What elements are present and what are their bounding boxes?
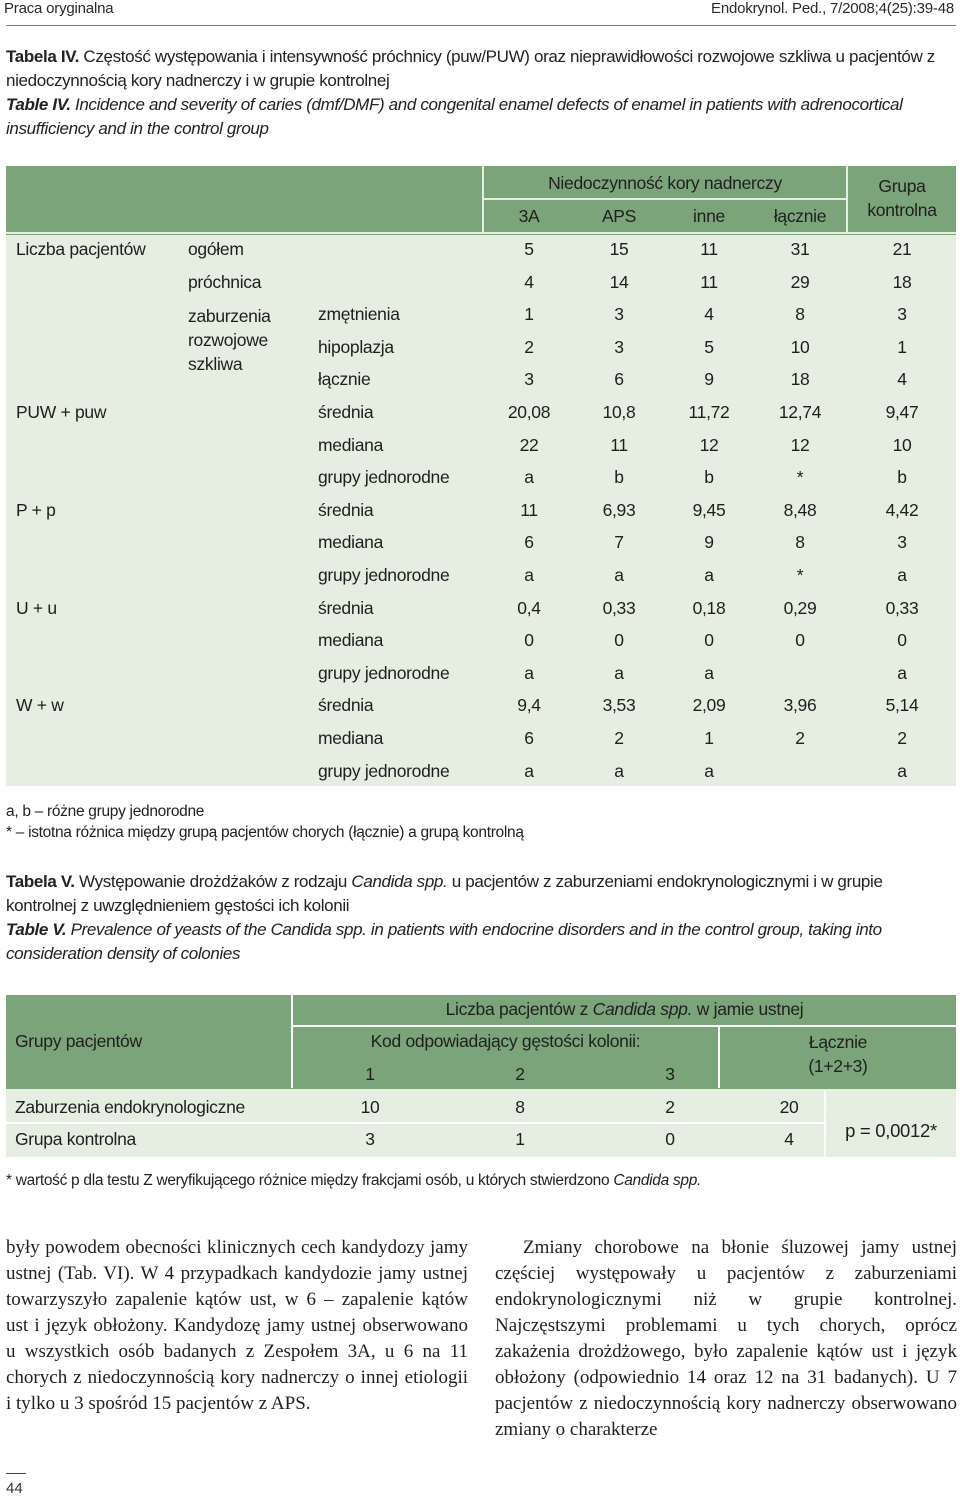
- table4-cell: 10: [892, 434, 912, 455]
- table5-row2-v1: 3: [365, 1129, 375, 1149]
- table4-cell: 0,33: [602, 597, 636, 618]
- table5-p-value: p = 0,0012*: [845, 1120, 937, 1141]
- table4-cell: a: [524, 760, 534, 781]
- table5-kod-header: Kod odpowiadający gęstości kolonii:: [370, 1031, 641, 1051]
- table4-cell: 9: [704, 532, 714, 553]
- table5: [6, 995, 956, 1157]
- table4-cell: *: [796, 467, 804, 488]
- table4-row-sublabel: mediana: [318, 434, 384, 455]
- table4-cell: 5: [524, 239, 534, 259]
- table5-caption: Tabela V. Występowanie drożdżaków z rodzaju Candida spp. u pacjentów z zaburzeniami endokrynologicznymi i w grupie kontrolnej z uwzględnieniem gęstości ich kolonii Table V. Prevalence of yeasts of the Candida spp. in patients with endocrine disorders and in the control group, taking into consideration density of colonies: [6, 872, 883, 963]
- table4-cell: a: [614, 565, 624, 585]
- table4-cell: 18: [892, 271, 912, 292]
- table4-row-sublabel: średnia: [318, 499, 374, 520]
- table4-cell: 11: [520, 499, 538, 520]
- table4-header-blank: [6, 166, 482, 232]
- table4-cell: 10,8: [602, 402, 636, 422]
- table4-cell: 29: [790, 271, 810, 292]
- table4-cell: a: [524, 467, 534, 488]
- table4-cell: b: [614, 467, 624, 488]
- table4-row-sublabel: grupy jednorodne: [318, 565, 450, 585]
- label-p: P + p: [16, 500, 56, 520]
- table4-row-sublabel: zmętnienia: [318, 304, 400, 325]
- table4-cell: 2: [897, 728, 907, 748]
- table4-row-sublabel: mediana: [318, 532, 384, 553]
- table4-cell: 11,72: [688, 402, 730, 422]
- table4-group-header: Niedoczynność kory nadnerczy: [548, 173, 782, 193]
- table5-code-3: 3: [665, 1064, 675, 1084]
- table4-cell: 4: [897, 369, 907, 390]
- table4-cell: 1: [704, 728, 714, 748]
- table4-cell: 9,47: [885, 402, 919, 422]
- table4-cell: 11: [700, 271, 718, 292]
- footer-rule: [6, 1473, 26, 1474]
- table4-cell: 3,96: [783, 695, 817, 716]
- table4-cell: 0: [614, 630, 624, 651]
- table4-cell: 0,4: [517, 597, 541, 618]
- table4-cell: a: [704, 565, 714, 585]
- table4-cell: 3,53: [602, 695, 636, 716]
- table4-cell: 5: [704, 336, 714, 357]
- table4-row-sublabel: mediana: [318, 728, 384, 748]
- table4-cell: 3: [897, 532, 907, 553]
- table4-cell: 22: [519, 434, 539, 455]
- table4-cell: 3: [614, 336, 624, 357]
- label-zaburzenia: zaburzenia rozwojowe szkliwa: [188, 306, 271, 374]
- table4-cell: 6: [524, 728, 534, 748]
- table4-cell: 4: [524, 271, 534, 292]
- table4-cell: b: [704, 467, 714, 488]
- table4-cell: 0,29: [783, 597, 817, 618]
- table4-cell: 11: [610, 434, 628, 455]
- table5-code-2: 2: [515, 1064, 525, 1084]
- table4-cell: 12,74: [778, 402, 822, 422]
- table4-cell: 18: [790, 369, 810, 390]
- table4-cell: 8: [795, 304, 805, 325]
- table4-cell: 6: [614, 369, 624, 390]
- table5-row1-total: 20: [779, 1097, 799, 1117]
- table4-cell: 2: [524, 336, 534, 357]
- table5-row2-label: Grupa kontrolna: [15, 1129, 136, 1149]
- table4-caption-en-text: Incidence and severity of caries (dmf/DMF) and congenital enamel defects of enamel in patients with adrenocortical insufficiency and in the control group: [6, 95, 903, 138]
- table4-cell: a: [897, 662, 907, 683]
- table4-cell: 5,14: [885, 695, 919, 716]
- table5-row2-total: 4: [784, 1129, 794, 1149]
- table4-cell: b: [897, 467, 907, 488]
- table4-col-aps: APS: [601, 206, 637, 226]
- table5-lacznie-header: Łącznie (1+2+3): [808, 1032, 868, 1076]
- table5-row1-v1: 10: [360, 1097, 380, 1117]
- running-header-right: Endokrynol. Ped., 7/2008;4(25):39-48: [711, 0, 954, 17]
- label-w: W + w: [16, 695, 64, 715]
- table4-row-sublabel: hipoplazja: [318, 336, 394, 357]
- table4-cell: 8,48: [783, 499, 817, 520]
- table4-row-sublabel: łącznie: [318, 369, 371, 390]
- table4-cell: 9: [704, 369, 714, 390]
- table4-cell: 2,09: [692, 695, 726, 716]
- body-column-2: Zmiany chorobowe na błonie śluzowej jamy ustnej częściej występowały u pacjentów z zaburzeniami endokrynologicznymi niż w grupie kontrolnej. Najczęstszymi problemami u tych chorych, oprócz zakażenia drożdżowego, było zapalenie kątów ust i język obłożony (odpowiednio 14 oraz 12 na 31 badanych). U 7 pacjentów z niedoczynnością kory nadnerczy obserwowano zmiany o charakterze: [495, 1237, 957, 1440]
- table4-control-header: Grupa kontrolna: [867, 176, 937, 220]
- table4-cell: 12: [790, 434, 810, 455]
- running-header-left: Praca oryginalna: [4, 0, 114, 17]
- label-puw: PUW + puw: [16, 402, 107, 422]
- table4-row-sublabel: mediana: [318, 630, 384, 651]
- table5-row2-v3: 0: [665, 1129, 675, 1149]
- table4-cell: 8: [795, 532, 805, 553]
- table5-row1-label: Zaburzenia endokrynologiczne: [15, 1097, 245, 1117]
- table4-cell: 3: [897, 304, 907, 325]
- label-liczba-pacjentow: Liczba pacjentów: [16, 239, 146, 259]
- table5-caption-en-text: Prevalence of yeasts of the Candida spp. in patients with endocrine disorders and in the control group, taking into consideration density of colonies: [6, 920, 882, 963]
- table4-cell: a: [897, 760, 907, 781]
- table4-cell: 0: [704, 630, 714, 651]
- table4-cell: 0: [897, 630, 907, 651]
- table4-cell: 31: [790, 239, 810, 259]
- table4-cell: 20,08: [507, 402, 551, 422]
- table4-cell: 0: [524, 630, 534, 651]
- table4-cell: 0: [795, 630, 805, 651]
- table4-cell: 2: [614, 728, 624, 748]
- table5-top-header: Liczba pacjentów z Candida spp. w jamie ustnej: [445, 999, 804, 1019]
- table4-cell: *: [796, 565, 804, 585]
- table5-caption-pl-label: Tabela V.: [6, 872, 75, 891]
- table4-cell: a: [704, 760, 714, 781]
- table5-row-header: Grupy pacjentów: [15, 1031, 142, 1051]
- table4-row-sublabel: średnia: [318, 402, 374, 422]
- table4-cell: 10: [790, 336, 810, 357]
- table4-cell: 1: [524, 304, 534, 325]
- table4-row-sublabel: grupy jednorodne: [318, 662, 450, 683]
- table4-row-sublabel: średnia: [318, 695, 374, 716]
- table5-code-1: 1: [365, 1064, 375, 1084]
- header-rule: [6, 25, 956, 26]
- table4-cell: a: [614, 662, 624, 683]
- table4-cell: 4: [704, 304, 714, 325]
- table5-row1-v3: 2: [665, 1097, 675, 1117]
- table4-row-sublabel: średnia: [318, 597, 374, 618]
- table4-col-3a: 3A: [518, 206, 540, 226]
- table4-cell: 6,93: [602, 499, 636, 520]
- table4-cell: a: [614, 760, 624, 781]
- table4-cell: 0,18: [692, 597, 726, 618]
- label-ogolem: ogółem: [188, 239, 244, 259]
- table4-cell: 11: [700, 239, 718, 259]
- table5-caption-en-label: Table V.: [6, 920, 67, 939]
- table4-cell: 9,4: [517, 695, 541, 716]
- table4-cell: 9,45: [692, 499, 726, 520]
- table4-cell: a: [704, 662, 714, 683]
- table4-cell: 6: [524, 532, 534, 553]
- table4-cell: 2: [795, 728, 805, 748]
- table4-cell: 21: [892, 239, 912, 259]
- table5-row2-v2: 1: [515, 1129, 525, 1149]
- table4: [6, 166, 956, 786]
- table4-footnote-1: a, b – różne grupy jednorodne: [6, 803, 205, 820]
- table4-caption-pl-label: Tabela IV.: [6, 47, 80, 66]
- table4-cell: 0,33: [885, 597, 919, 618]
- table4-cell: 3: [614, 304, 624, 325]
- table4-cell: 12: [699, 434, 719, 455]
- table4-cell: 7: [614, 532, 624, 553]
- label-u: U + u: [16, 598, 57, 618]
- table4-cell: 1: [897, 336, 907, 357]
- table4-row-sublabel: grupy jednorodne: [318, 467, 450, 488]
- table4-cell: a: [897, 565, 907, 585]
- page-number: 44: [6, 1480, 23, 1497]
- table4-col-inne: inne: [693, 206, 725, 226]
- table4-col-lacznie: łącznie: [773, 206, 827, 226]
- table4-cell: 3: [524, 369, 534, 390]
- table4-caption: [6, 45, 956, 141]
- table5-row1-v2: 8: [515, 1097, 525, 1117]
- table4-row-sublabel: grupy jednorodne: [318, 760, 450, 781]
- table4-caption-en-label: Table IV.: [6, 95, 71, 114]
- table4-cell: a: [524, 565, 534, 585]
- label-prochnica: próchnica: [188, 272, 262, 292]
- table4-cell: 15: [609, 239, 629, 259]
- body-column-1: były powodem obecności klinicznych cech kandydozy jamy ustnej (Tab. VI). W 4 przypadkach kandydozie jamy ustnej towarzyszyło zapalenie kątów ust, w 6 – zapalenie kątów ust i język obłożony. Kandydozę jamy ustnej obserwowano u wszystkich osób badanych z Zespołem 3A, u 6 na 11 chorych z niedoczynnością kory nadnerczy o innej etiologii i tylko u 3 spośród 15 pacjentów z APS.: [6, 1237, 468, 1414]
- table5-footnote: * wartość p dla testu Z weryfikującego różnice między frakcjami osób, u których stwierdzono Candida spp.: [6, 1172, 702, 1189]
- table4-cell: 4,42: [885, 499, 919, 520]
- table4-footnote-2: * – istotna różnica między grupą pacjentów chorych (łącznie) a grupą kontrolną: [6, 824, 524, 841]
- table4-caption-pl-text: Częstość występowania i intensywność próchnicy (puw/PUW) oraz nieprawidłowości rozwojowe szkliwa u pacjentów z niedoczynnością kory nadnerczy i w grupie kontrolnej: [6, 47, 935, 90]
- table4-cell: 14: [609, 271, 629, 292]
- table4-cell: a: [524, 662, 534, 683]
